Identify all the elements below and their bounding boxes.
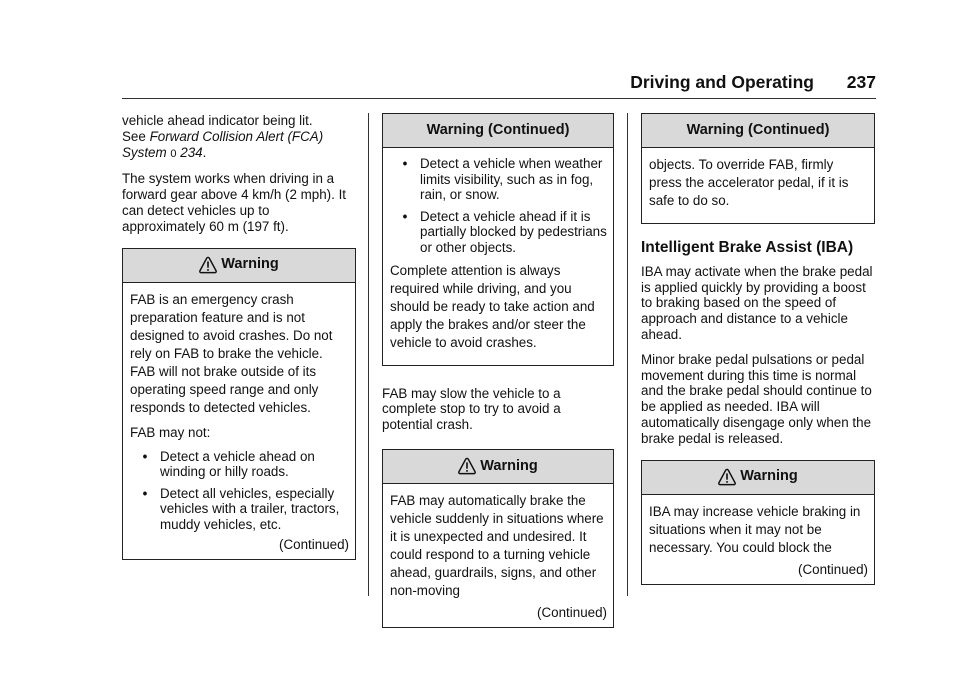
warning-triangle-icon bbox=[458, 457, 476, 475]
continued-label: (Continued) bbox=[279, 536, 349, 552]
warning-header: Warning (Continued) bbox=[383, 114, 613, 148]
list-item: • Detect a vehicle ahead on winding or hilly roads. bbox=[142, 448, 315, 480]
column-divider bbox=[627, 113, 628, 596]
warning-box bbox=[641, 460, 875, 585]
continued-label: (Continued) bbox=[798, 561, 868, 577]
warning-box-continued bbox=[382, 113, 614, 366]
section-heading: Intelligent Brake Assist (IBA) bbox=[641, 239, 854, 256]
warning-box bbox=[122, 248, 356, 560]
warning-text: FAB may not: bbox=[130, 424, 211, 440]
warning-triangle-icon bbox=[718, 468, 736, 486]
warning-header: Warning bbox=[123, 249, 355, 283]
warning-text: objects. To override FAB, firmly press the accelerator pedal, if it is safe to do so. bbox=[649, 157, 849, 208]
warning-header: Warning bbox=[383, 450, 613, 484]
section-title: Driving and Operating bbox=[630, 72, 814, 92]
column-1 bbox=[122, 113, 356, 574]
cross-reference-page[interactable]: 234 bbox=[180, 144, 203, 160]
cross-reference-link[interactable]: Forward Collision Alert (FCA) System bbox=[122, 128, 324, 160]
warning-text: FAB may automatically brake the vehicle suddenly in situations where it is unexpected and undesired. It could respond to a turning vehicle ahead, guardrails, signs, and other non-moving bbox=[390, 492, 604, 598]
warning-box bbox=[382, 449, 614, 628]
warning-triangle-icon bbox=[199, 256, 217, 274]
paragraph: The system works when driving in a forward gear above 4 km/h (2 mph). It can detect vehicles up to approximately 60 m (197 ft). bbox=[122, 171, 347, 234]
list-item: • Detect a vehicle ahead if it is partially blocked by pedestrians or other objects. bbox=[402, 208, 607, 255]
column-3 bbox=[641, 113, 875, 599]
warning-header: Warning bbox=[642, 461, 874, 495]
continued-label: (Continued) bbox=[537, 604, 607, 620]
warning-text: FAB is an emergency crash preparation feature and is not designed to avoid crashes. Do not rely on FAB to brake the vehicle. FAB will not brake outside of its operating speed range and only responds to detected vehicles. bbox=[130, 291, 333, 415]
paragraph: IBA may activate when the brake pedal is applied quickly by providing a boost to braking based on the speed of approach and distance to a vehicle ahead. bbox=[641, 263, 873, 342]
page-ref-arrow-icon: 0 bbox=[170, 147, 177, 160]
column-2 bbox=[382, 113, 614, 642]
paragraph: Minor brake pedal pulsations or pedal movement during this time is normal and the brake pedal should continue to be applied as needed. IBA will automatically disengage only when the brake pedal is released. bbox=[641, 351, 872, 446]
warning-box-continued bbox=[641, 113, 875, 224]
warning-text: Complete attention is always required while driving, and you should be ready to take action and apply the brakes and/or steer the vehicle to avoid crashes. bbox=[390, 262, 595, 350]
page-number: 237 bbox=[846, 72, 876, 92]
list-item: • Detect all vehicles, especially vehicles with a trailer, tractors, muddy vehicles, etc. bbox=[142, 485, 340, 532]
page-header bbox=[122, 70, 876, 99]
paragraph: FAB may slow the vehicle to a complete stop to try to avoid a potential crash. bbox=[382, 385, 561, 433]
list-item: • Detect a vehicle when weather limits visibility, such as in fog, rain, or snow. bbox=[402, 156, 603, 203]
warning-header: Warning (Continued) bbox=[642, 114, 874, 148]
warning-text: IBA may increase vehicle braking in situations when it may not be necessary. You could block the bbox=[649, 503, 861, 555]
paragraph: vehicle ahead indicator being lit. See Forward Collision Alert (FCA) System 0 234. bbox=[122, 113, 324, 160]
column-divider bbox=[368, 113, 369, 596]
